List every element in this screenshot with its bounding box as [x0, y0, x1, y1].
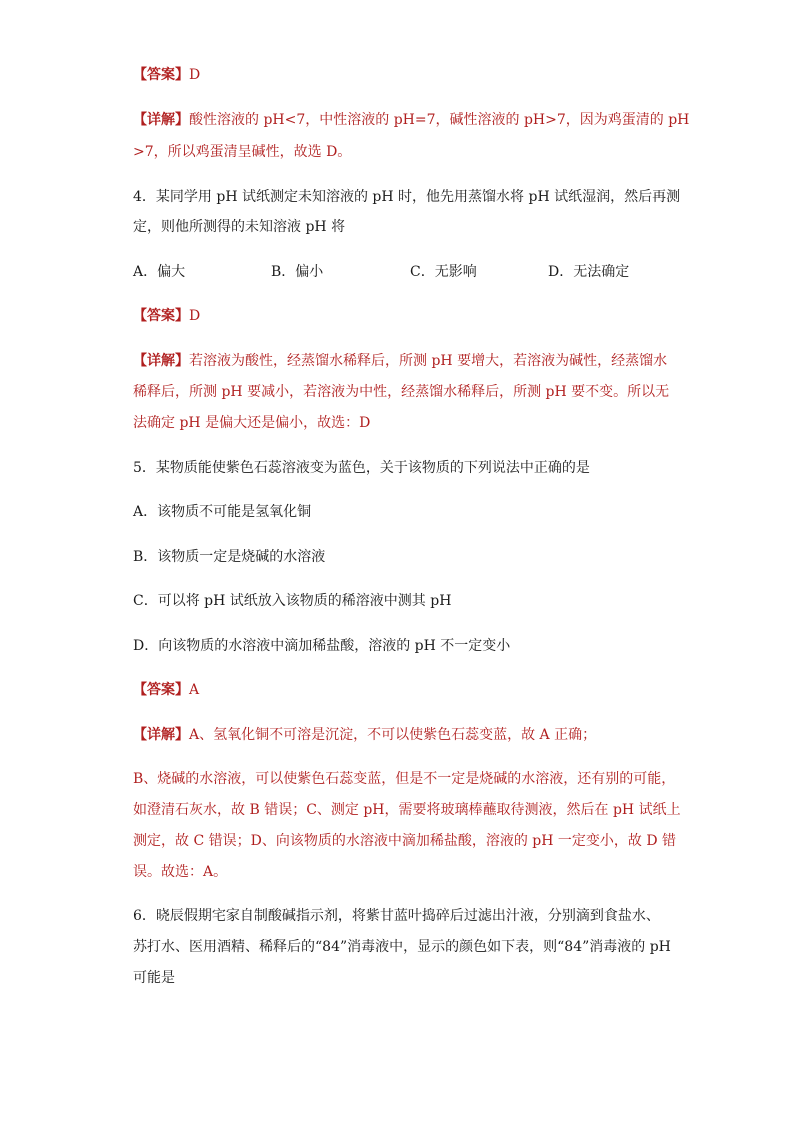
explanation-text: 若溶液为酸性，经蒸馏水稀释后，所测 pH 要增大，若溶液为碱性，经蒸馏水: [189, 353, 668, 369]
explanation-text: 稀释后，所测 pH 要减小，若溶液为中性，经蒸馏水稀释后，所测 pH 要不变。所以无: [133, 384, 670, 400]
option-c: C．无影响: [410, 264, 477, 280]
question-text: 可能是: [133, 970, 175, 986]
explanation-text: >7，所以鸡蛋清呈碱性，故选 D。: [133, 144, 352, 160]
question-5-option-d: [133, 636, 510, 656]
option-text: B．该物质一定是烧碱的水溶液: [133, 549, 326, 565]
explanation-text: B、烧碱的水溶液，可以使紫色石蕊变蓝，但是不一定是烧碱的水溶液，还有别的可能，: [133, 771, 676, 787]
explanation-line: [133, 831, 676, 851]
explanation-line: [133, 800, 681, 820]
explanation-line: [133, 725, 596, 745]
explanation-tag: 【详解】: [133, 112, 189, 128]
explanation-text: 法确定 pH 是偏大还是偏小，故选：D: [133, 415, 371, 431]
option-b: B．偏小: [271, 264, 324, 280]
explanation-line: [133, 382, 669, 402]
question-5-option-c: [133, 591, 451, 611]
question-4-stem: [133, 187, 680, 207]
explanation-text: 误。故选：A。: [133, 864, 228, 880]
explanation-line: [133, 413, 370, 433]
explanation-text: 酸性溶液的 pH<7，中性溶液的 pH=7，碱性溶液的 pH>7，因为鸡蛋清的 pH: [189, 112, 690, 128]
question-text: 6．晓辰假期宅家自制酸碱指示剂，将紫甘蓝叶捣碎后过滤出汁液，分别滴到食盐水、: [133, 908, 660, 924]
question-6-stem-cont: [133, 937, 671, 957]
question-text: 定，则他所测得的未知溶液 pH 将: [133, 219, 346, 235]
question-4-stem-cont: [133, 217, 345, 237]
answer-value: A: [189, 682, 200, 698]
question-5-option-a: [133, 502, 311, 522]
question-text: 苏打水、医用酒精、稀释后的“84”消毒液中，显示的颜色如下表，则“84”消毒液的 pH: [133, 939, 671, 955]
question-5-option-b: [133, 547, 325, 567]
question-text: 5．某物质能使紫色石蕊溶液变为蓝色，关于该物质的下列说法中正确的是: [133, 460, 590, 476]
answer-value: D: [189, 308, 201, 324]
option-text: C．可以将 pH 试纸放入该物质的稀溶液中测其 pH: [133, 593, 452, 609]
explanation-line: [133, 862, 227, 882]
explanation-text: A、氢氧化铜不可溶是沉淀，不可以使紫色石蕊变蓝，故 A 正确；: [189, 727, 597, 743]
explanation-line: [133, 142, 351, 162]
explanation-tag: 【详解】: [133, 727, 189, 743]
answer-line-3: [133, 65, 200, 85]
question-5-stem: [133, 458, 590, 478]
option-a: A．偏大: [133, 264, 186, 280]
explanation-line: [133, 110, 689, 130]
answer-line-4: [133, 306, 200, 326]
explanation-line: [133, 351, 667, 371]
question-6-stem-cont: [133, 968, 175, 988]
explanation-text: 测定，故 C 错误；D、向该物质的水溶液中滴加稀盐酸，溶液的 pH 一定变小，故 D 错: [133, 833, 677, 849]
option-d: D．无法确定: [548, 264, 630, 280]
answer-value: D: [189, 67, 201, 83]
answer-line-5: [133, 680, 199, 700]
explanation-text: 如澄清石灰水，故 B 错误；C、测定 pH，需要将玻璃棒蘸取待测液，然后在 pH 试纸上: [133, 802, 681, 818]
question-text: 4．某同学用 pH 试纸测定未知溶液的 pH 时，他先用蒸馏水将 pH 试纸湿润，然后再测: [133, 189, 681, 205]
question-6-stem: [133, 906, 660, 926]
answer-tag: 【答案】: [133, 67, 189, 83]
explanation-tag: 【详解】: [133, 353, 189, 369]
option-text: A．该物质不可能是氢氧化铜: [133, 504, 312, 520]
option-text: D．向该物质的水溶液中滴加稀盐酸，溶液的 pH 不一定变小: [133, 638, 511, 654]
explanation-line: [133, 769, 675, 789]
answer-tag: 【答案】: [133, 308, 189, 324]
answer-tag: 【答案】: [133, 682, 189, 698]
